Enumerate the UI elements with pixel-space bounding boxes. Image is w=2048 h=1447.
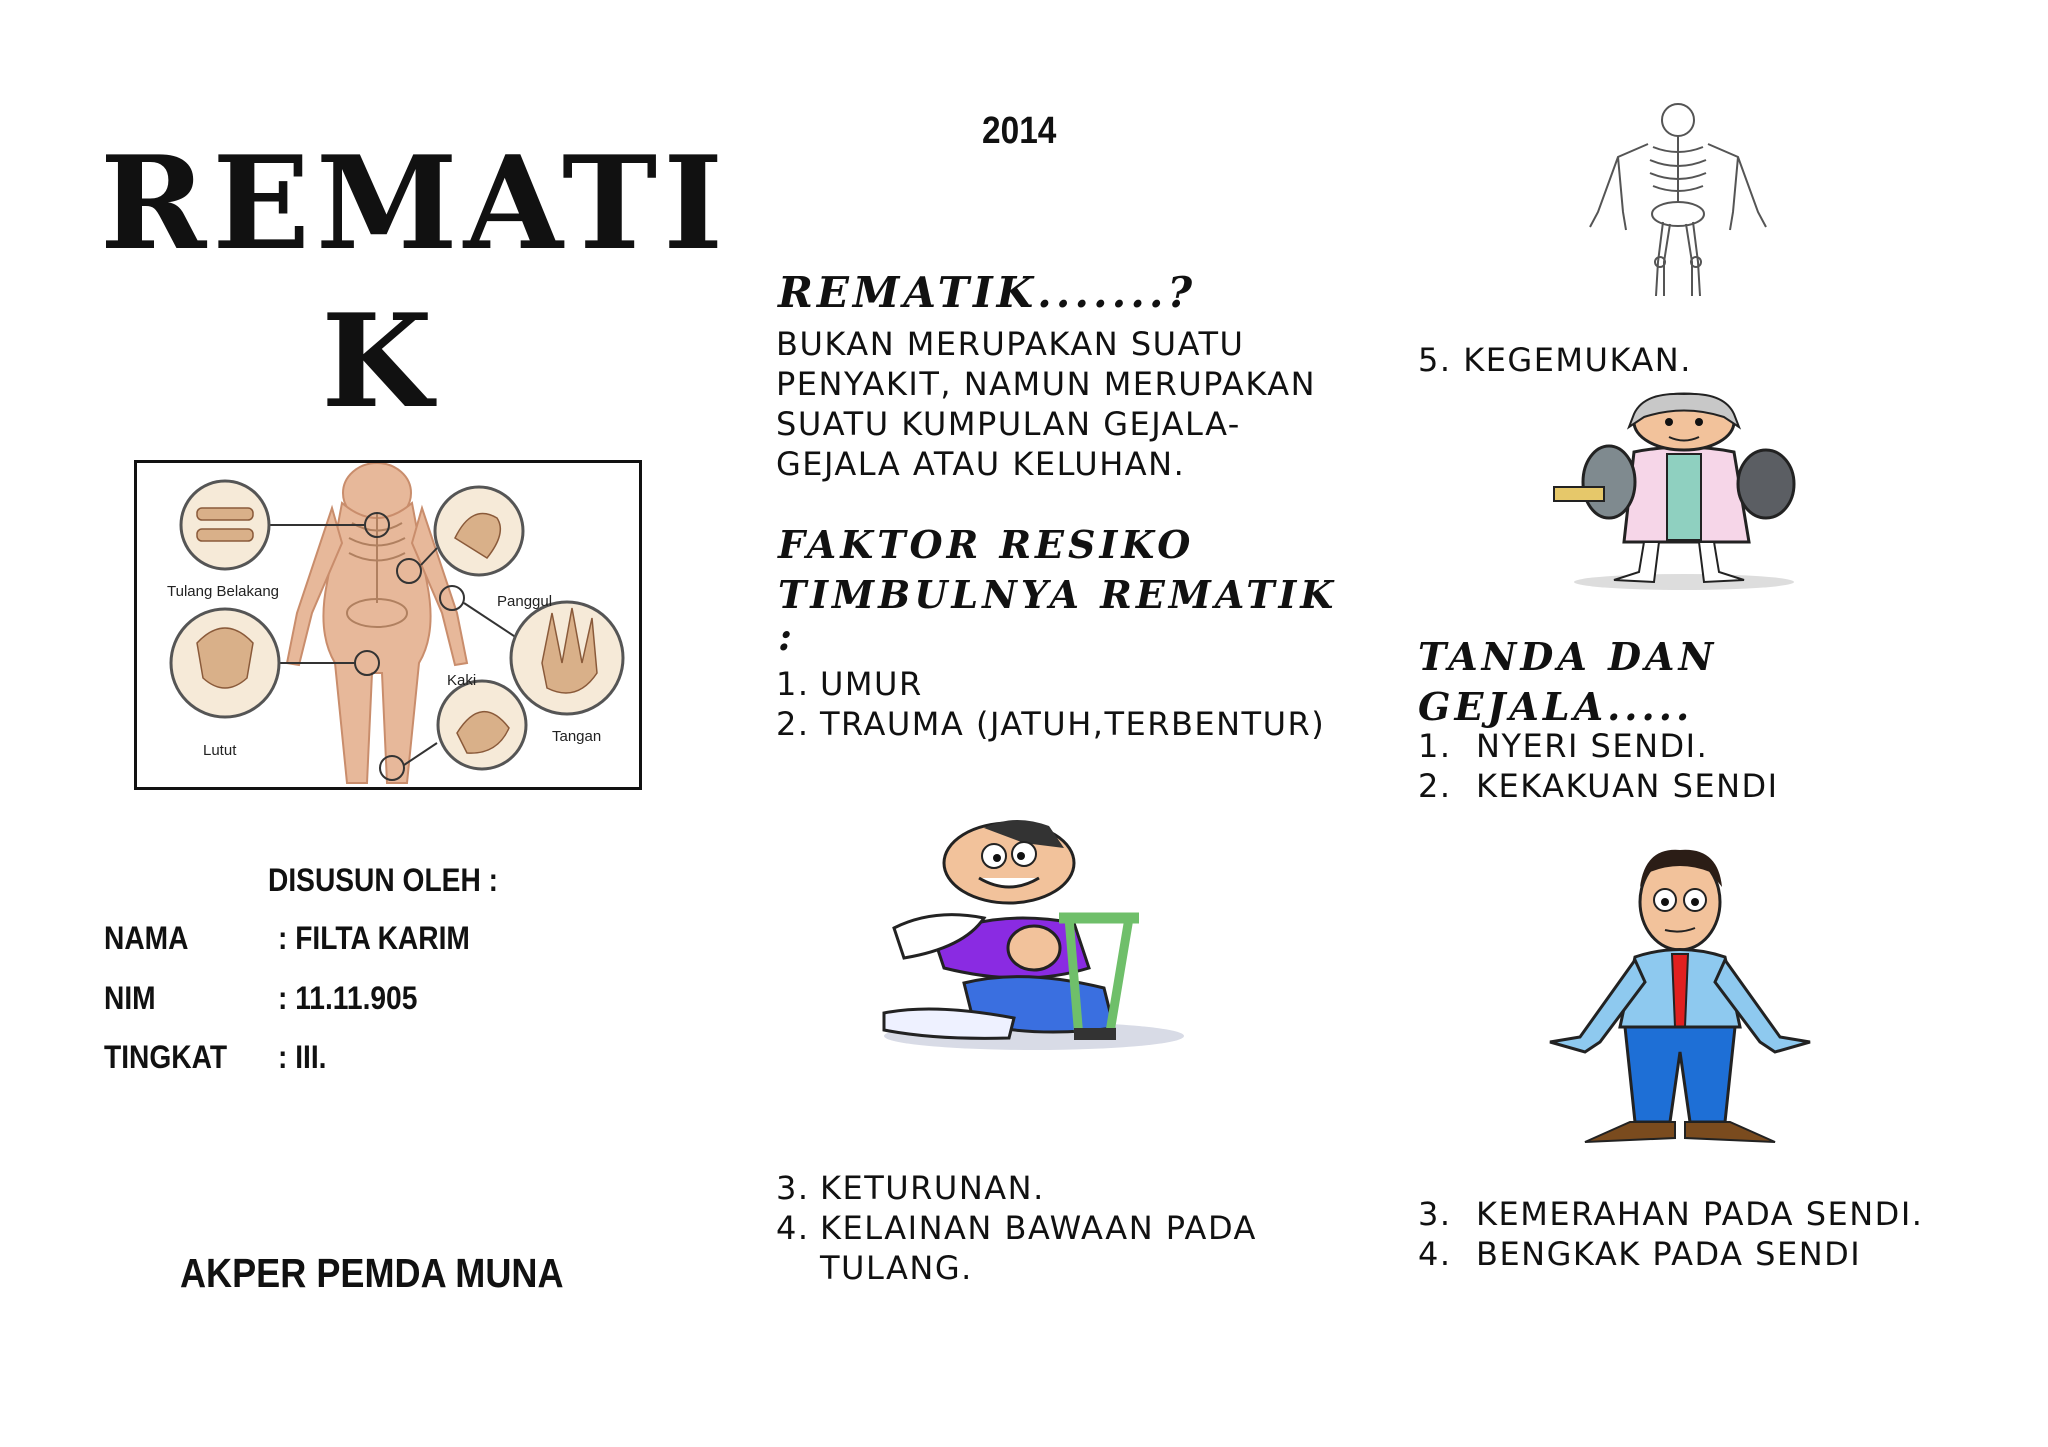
definition-text	[776, 324, 1336, 484]
risk-factor-heading	[778, 520, 1338, 659]
list-item: 3. KEMERAHAN PADA SENDI.	[1418, 1195, 1924, 1233]
definition-line: GEJALA ATAU KELUHAN.	[776, 445, 1186, 483]
title-line-1: REMATI	[100, 129, 730, 279]
elderly-woman-illustration	[1534, 392, 1824, 592]
skeleton-illustration	[1578, 102, 1778, 298]
nim-value: : 11.11.905	[278, 980, 418, 1016]
risk-factor-list-top	[776, 664, 1336, 744]
signs-heading	[1418, 632, 1978, 732]
authored-by-label: DISUSUN OLEH :	[268, 862, 498, 898]
list-item: 4. BENGKAK PADA SENDI	[1418, 1235, 1862, 1273]
label-lutut: Lutut	[203, 742, 237, 759]
risk-heading-line: :	[778, 614, 797, 659]
list-item: 3. KETURUNAN.	[776, 1169, 1045, 1207]
risk-factor-5: 5. KEGEMUKAN.	[1418, 341, 1692, 379]
risk-heading-line: FAKTOR RESIKO	[778, 522, 1195, 567]
signs-list-top	[1418, 726, 1998, 806]
signs-list-bottom	[1418, 1194, 2018, 1274]
institution-name: AKPER PEMDA MUNA	[180, 1250, 564, 1296]
risk-factor-list-bottom	[776, 1168, 1336, 1288]
list-item: 1. NYERI SENDI.	[1418, 727, 1709, 765]
level-value: : III.	[278, 1039, 327, 1075]
title-line-2: K	[321, 287, 439, 437]
signs-heading-line: GEJALA.....	[1418, 684, 1694, 729]
author-name-value: : FILTA KARIM	[278, 920, 470, 956]
definition-line: PENYAKIT, NAMUN MERUPAKAN	[776, 365, 1317, 403]
list-item: 2. KEKAKUAN SENDI	[1418, 767, 1779, 805]
anatomy-illustration	[134, 460, 642, 790]
list-item: 4. KELAINAN BAWAAN PADA TULANG.	[776, 1209, 1257, 1287]
standing-man-illustration	[1540, 842, 1820, 1152]
definition-line: SUATU KUMPULAN GEJALA-	[776, 405, 1241, 443]
label-panggul: Panggul	[497, 593, 553, 610]
author-name-label: NAMA	[104, 920, 189, 956]
list-item: 1. UMUR	[776, 665, 923, 703]
label-tulang-belakang: Tulang Belakang	[167, 583, 280, 600]
label-kaki: Kaki	[447, 672, 477, 689]
nim-label: NIM	[104, 980, 156, 1016]
year-label: 2014	[982, 110, 1057, 152]
injured-man-illustration	[874, 818, 1214, 1058]
section-heading-rematik: REMATIK.......?	[778, 268, 1197, 317]
risk-heading-line: TIMBULNYA REMATIK	[778, 572, 1338, 617]
level-label: TINGKAT	[104, 1039, 228, 1075]
definition-line: BUKAN MERUPAKAN SUATU	[776, 325, 1245, 363]
signs-heading-line: TANDA DAN	[1418, 634, 1718, 679]
list-item: 2. TRAUMA (JATUH,TERBENTUR)	[776, 705, 1326, 743]
label-tangan: Tangan	[552, 728, 602, 745]
brochure-title	[100, 129, 730, 437]
